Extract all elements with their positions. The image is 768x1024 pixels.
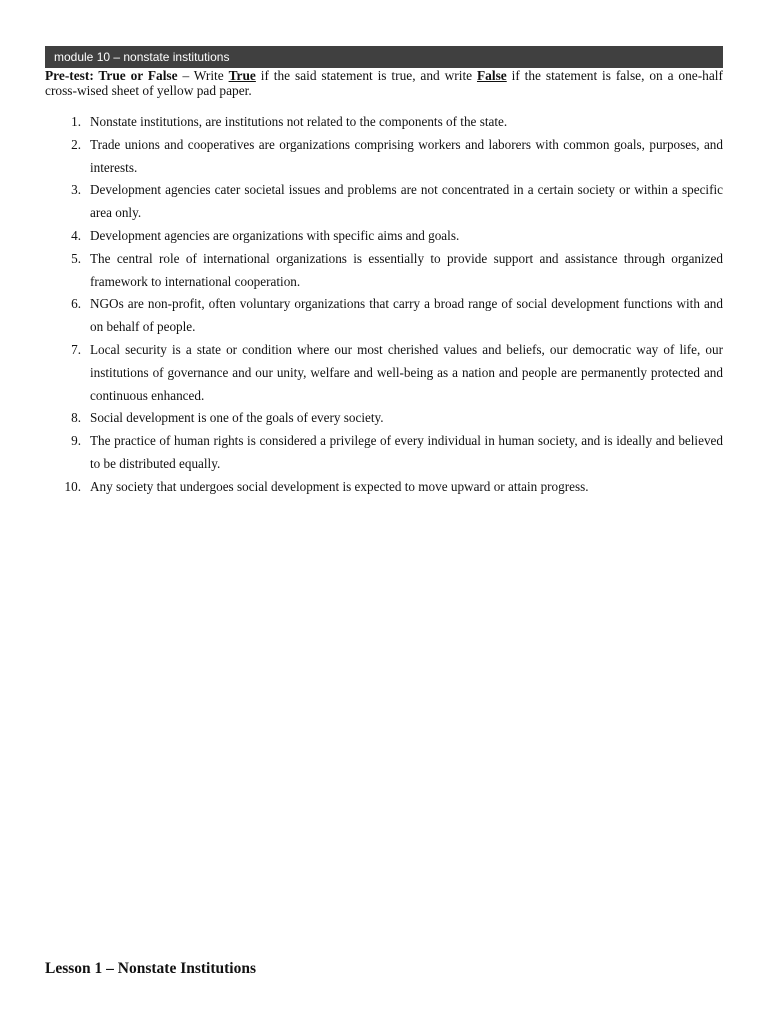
question-item (45, 111, 723, 134)
question-number: 9. (71, 433, 81, 449)
question-text: Nonstate institutions, are institutions not related to the components of the state. (90, 114, 508, 129)
question-item (45, 407, 723, 430)
question-item (45, 339, 723, 407)
question-text: Development agencies are organizations with specific aims and goals. (90, 227, 460, 243)
question-number: 6. (71, 296, 81, 312)
instruction-middle: if the said statement is true, and write (255, 68, 477, 83)
question-text: The central role of international organizations is essentially to provide support and assistance through organized framework to international cooperation. (90, 250, 723, 289)
question-item (45, 225, 723, 248)
question-number: 5. (71, 250, 81, 266)
question-item (45, 430, 723, 476)
question-number: 4. (71, 227, 81, 243)
question-text: Development agencies cater societal issues and problems are not concentrated in a certain society or within a specific area only. (90, 182, 723, 221)
pretest-instructions (45, 68, 723, 98)
question-number: 3. (71, 182, 81, 198)
question-item (45, 179, 723, 225)
instruction-end: if the statement is false, on a one-half cross-wised sheet of yellow pad paper. (45, 68, 723, 98)
pretest-question-list (45, 111, 723, 499)
question-number: 7. (71, 341, 81, 357)
question-item (45, 134, 723, 180)
module-label: module 10 – nonstate institutions (54, 50, 230, 64)
false-keyword: False (476, 68, 507, 83)
question-text: Social development is one of the goals of every society. (90, 410, 384, 426)
question-number: 2. (71, 136, 81, 152)
lesson-title: Lesson 1 – Nonstate Institutions (45, 960, 257, 977)
question-item (45, 476, 723, 499)
question-number: 10. (64, 478, 81, 494)
instruction-dash: – Write (177, 68, 229, 83)
question-text: Any society that undergoes social development is expected to move upward or attain progress. (90, 478, 589, 494)
question-number: 8. (71, 410, 81, 426)
question-text: NGOs are non-profit, often voluntary organizations that carry a broad range of social development functions with and on behalf of people. (90, 296, 723, 335)
question-text: Local security is a state or condition where our most cherished values and beliefs, our democratic way of life, our institutions of governance and our unity, welfare and well-being as a nation and people are permanently protected and continuous enhanced. (90, 341, 723, 403)
true-keyword: True (228, 68, 256, 83)
question-text: Trade unions and cooperatives are organizations comprising workers and laborers with common goals, purposes, and interests. (90, 136, 723, 175)
module-header-bar (45, 46, 723, 68)
question-item (45, 248, 723, 294)
question-item (45, 293, 723, 339)
question-number: 1. (71, 114, 81, 129)
question-text: The practice of human rights is considered a privilege of every individual in human society, and is ideally and believed to be distributed equally. (90, 433, 723, 471)
pretest-lead: Pre-test: True or False (45, 68, 178, 83)
